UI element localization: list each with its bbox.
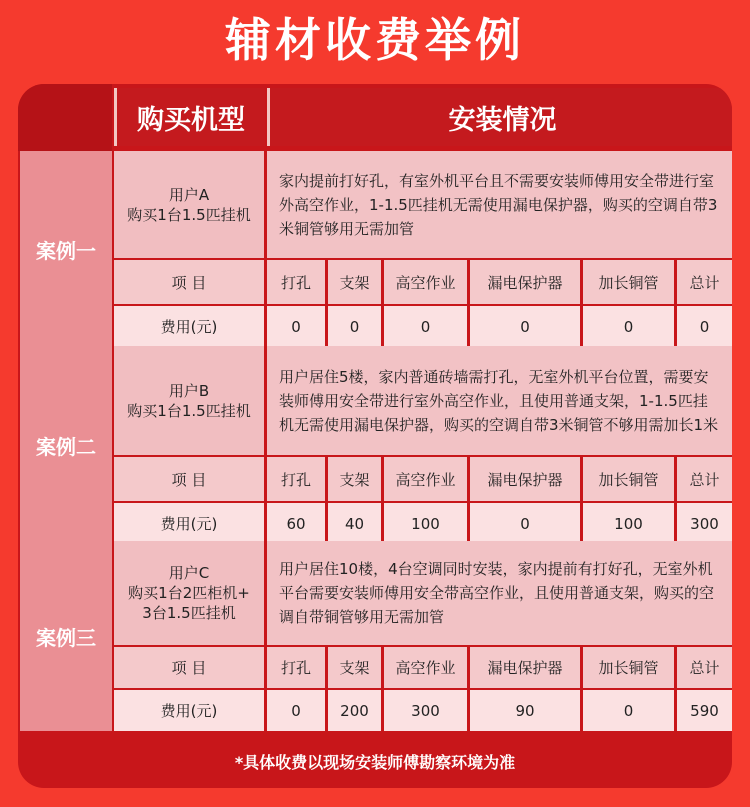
item-header-cell: 高空作业 — [384, 457, 467, 501]
item-header-cell: 打孔 — [267, 457, 325, 501]
fee-cell: 0 — [470, 306, 580, 347]
footer-note: *具体收费以现场安装师傅勘察环境为准 — [234, 752, 516, 772]
item-header-cell: 高空作业 — [384, 260, 467, 304]
fee-cell: 90 — [470, 690, 580, 731]
item-header-cell: 支架 — [328, 647, 381, 688]
fee-cell: 300 — [677, 503, 732, 544]
case-label: 案例二 — [20, 346, 112, 544]
fee-table-panel — [18, 84, 732, 788]
header-corner — [18, 84, 112, 151]
item-header-label: 项 目 — [114, 647, 264, 688]
fee-cell: 200 — [328, 690, 381, 731]
item-header-cell: 支架 — [328, 260, 381, 304]
item-header-cell: 漏电保护器 — [470, 647, 580, 688]
fee-cell: 40 — [328, 503, 381, 544]
fee-cell: 0 — [267, 690, 325, 731]
install-description: 用户居住10楼，4台空调同时安装，家内提前有打好孔，无室外机平台需要安装师傅用安全带高空作业，且使用普通支架，购买的空调自带铜管够用无需加管 — [267, 541, 732, 645]
item-header-cell: 总计 — [677, 457, 732, 501]
item-header-cell: 漏电保护器 — [470, 457, 580, 501]
item-header-cell: 加长铜管 — [583, 260, 674, 304]
user-model-cell: 用户A 购买1台1.5匹挂机 — [114, 151, 264, 258]
item-header-cell: 加长铜管 — [583, 647, 674, 688]
fee-label: 费用(元) — [114, 503, 264, 544]
fee-cell: 100 — [583, 503, 674, 544]
fee-cell: 0 — [267, 306, 325, 347]
fee-cell: 590 — [677, 690, 732, 731]
case-label: 案例一 — [20, 151, 112, 347]
item-header-cell: 打孔 — [267, 647, 325, 688]
fee-cell: 60 — [267, 503, 325, 544]
fee-cell: 100 — [384, 503, 467, 544]
page-title: 辅材收费举例 — [225, 13, 525, 67]
fee-cell: 0 — [384, 306, 467, 347]
item-header-cell: 支架 — [328, 457, 381, 501]
fee-cell: 300 — [384, 690, 467, 731]
install-description: 用户居住5楼，家内普通砖墙需打孔，无室外机平台位置，需要安装师傅用安全带进行室外高空作业，且使用普通支架，1-1.5匹挂机无需使用漏电保护器，购买的空调自带3米铜管不够用需加长1米 — [267, 346, 732, 455]
item-header-label: 项 目 — [114, 457, 264, 501]
fee-cell: 0 — [583, 306, 674, 347]
fee-cell: 0 — [677, 306, 732, 347]
install-description: 家内提前打好孔，有室外机平台且不需要安装师傅用安全带进行室外高空作业，1-1.5匹挂机无需使用漏电保护器，购买的空调自带3米铜管够用无需加管 — [267, 151, 732, 258]
item-header-cell: 加长铜管 — [583, 457, 674, 501]
fee-cell: 0 — [470, 503, 580, 544]
item-header-label: 项 目 — [114, 260, 264, 304]
fee-cell: 0 — [328, 306, 381, 347]
user-model-cell: 用户C 购买1台2匹柜机+ 3台1.5匹挂机 — [114, 541, 264, 645]
item-header-cell: 漏电保护器 — [470, 260, 580, 304]
header-install: 安装情况 — [267, 88, 732, 146]
fee-cell: 0 — [583, 690, 674, 731]
item-header-cell: 总计 — [677, 647, 732, 688]
user-model-cell: 用户B 购买1台1.5匹挂机 — [114, 346, 264, 455]
fee-label: 费用(元) — [114, 690, 264, 731]
item-header-cell: 总计 — [677, 260, 732, 304]
case-label: 案例三 — [20, 541, 112, 731]
item-header-cell: 高空作业 — [384, 647, 467, 688]
fee-label: 费用(元) — [114, 306, 264, 347]
header-model: 购买机型 — [114, 88, 265, 146]
item-header-cell: 打孔 — [267, 260, 325, 304]
